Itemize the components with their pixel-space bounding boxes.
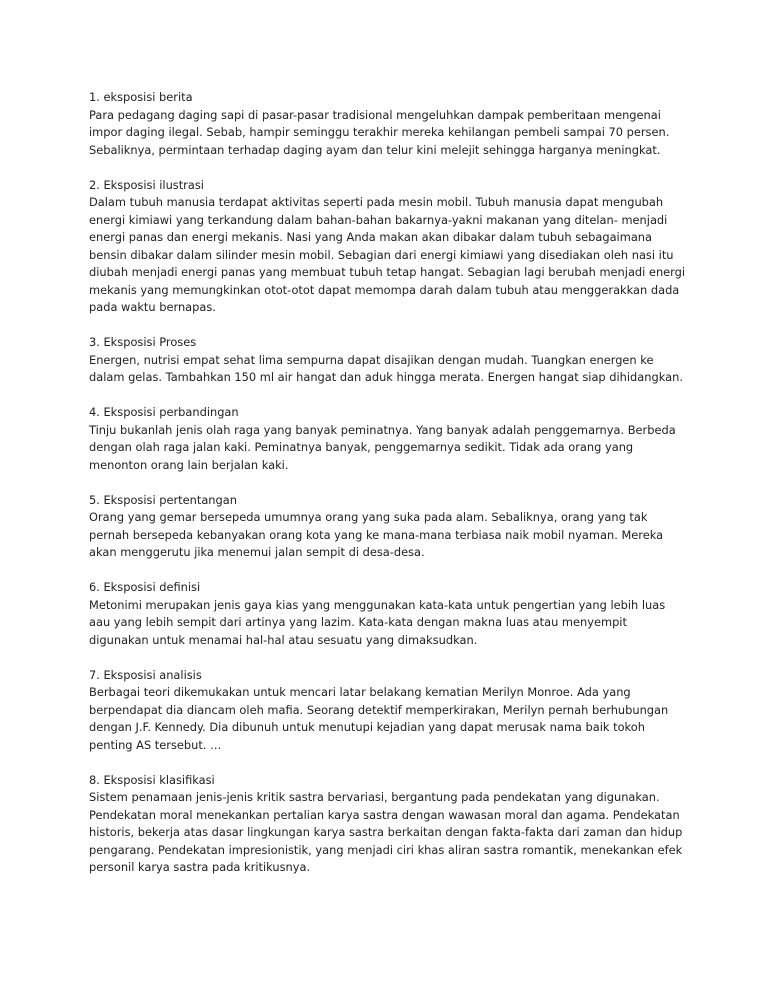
section-body: Berbagai teori dikemukakan untuk mencari latar belakang kematian Merilyn Monroe. Ada yang berpendapat dia diancam oleh mafia. Seorang detektif memperkirakan, Merilyn pernah berhubungan dengan J.F. Kennedy. Dia dibunuh untuk menutupi kejadian yang dapat merusak nama baik tokoh penting AS tersebut. … (89, 685, 669, 752)
section-body: Tinju bukanlah jenis olah raga yang banyak peminatnya. Yang banyak adalah penggemarnya. Berbeda dengan olah raga jalan kaki. Peminatnya banyak, penggemarnya sedikit. Tidak ada orang yang menonton orang lain berjalan kaki. (89, 422, 676, 472)
section-title: 5. Eksposisi pertentangan (89, 492, 237, 507)
section-title: 6. Eksposisi definisi (89, 580, 201, 594)
section-title: 8. Eksposisi klasifikasi (89, 772, 215, 787)
section-eksposisi-perbandingan (89, 404, 689, 474)
section-body: Orang yang gemar bersepeda umumnya orang yang suka pada alam. Sebaliknya, orang yang tak pernah bersepeda kebanyakan orang kota yang ke mana-mana terbiasa naik mobil nyaman. Mereka akan menggerutu jika menemui jalan sempit di desa-desa. (89, 510, 664, 559)
section-eksposisi-pertentangan (89, 492, 689, 562)
section-title: 2. Eksposisi ilustrasi (89, 177, 204, 192)
section-eksposisi-berita (89, 89, 689, 159)
section-title: 7. Eksposisi analisis (89, 667, 202, 682)
section-title: 1. eksposisi berita (89, 90, 193, 104)
section-title: 3. Eksposisi Proses (89, 335, 197, 349)
section-body: Energen, nutrisi empat sehat lima sempurna dapat disajikan dengan mudah. Tuangkan energen ke dalam gelas. Tambahkan 150 ml air hangat dan aduk hingga merata. Energen hangat siap dihidangkan. (89, 352, 683, 384)
section-body: Metonimi merupakan jenis gaya kias yang menggunakan kata-kata untuk pengertian yang lebih luas aau yang lebih sempit dari artinya yang lazim. Kata-kata dengan makna luas atau menyempit digunakan untuk menamai hal-hal atau sesuatu yang dimaksudkan. (89, 597, 666, 647)
section-eksposisi-ilustrasi (89, 177, 689, 317)
document-content (89, 89, 689, 894)
section-eksposisi-definisi (89, 579, 689, 649)
section-eksposisi-proses (89, 334, 689, 387)
section-title: 4. Eksposisi perbandingan (89, 405, 239, 419)
section-body: Sistem penamaan jenis-jenis kritik sastra bervariasi, bergantung pada pendekatan yang digunakan. Pendekatan moral menekankan pertalian karya sastra dengan wawasan moral dan agama. Pendekatan historis, bekerja atas dasar lingkungan karya sastra berkaitan dengan fakta-fakta dari zaman dan hidup pengarang. Pendekatan impresionistik, yang menjadi ciri khas aliran sastra romantik, menekankan efek personil karya sastra pada kritikusnya. (89, 790, 683, 874)
section-eksposisi-klasifikasi (89, 772, 689, 877)
section-body: Para pedagang daging sapi di pasar-pasar tradisional mengeluhkan dampak pemberitaan mengenai impor daging ilegal. Sebab, hampir seminggu terakhir mereka kehilangan pembeli sampai 70 persen. Sebaliknya, permintaan terhadap daging ayam dan telur kini melejit sehingga harganya meningkat. (89, 107, 670, 157)
section-body: Dalam tubuh manusia terdapat aktivitas seperti pada mesin mobil. Tubuh manusia dapat mengubah energi kimiawi yang terkandung dalam bahan-bahan bakarnya-yakni makanan yang ditelan- menjadi energi panas dan energi mekanis. Nasi yang Anda makan akan dibakar dalam tubuh sebagaimana bensin dibakar dalam silinder mesin mobil. Sebagian dari energi kimiawi yang disediakan oleh nasi itu diubah menjadi energi panas yang membuat tubuh tetap hangat. Sebagian lagi berubah menjadi energi mekanis yang memungkinkan otot-otot dapat memompa darah dalam tubuh atau menggerakkan dada pada waktu bernapas. (89, 195, 686, 314)
section-eksposisi-analisis (89, 667, 689, 755)
